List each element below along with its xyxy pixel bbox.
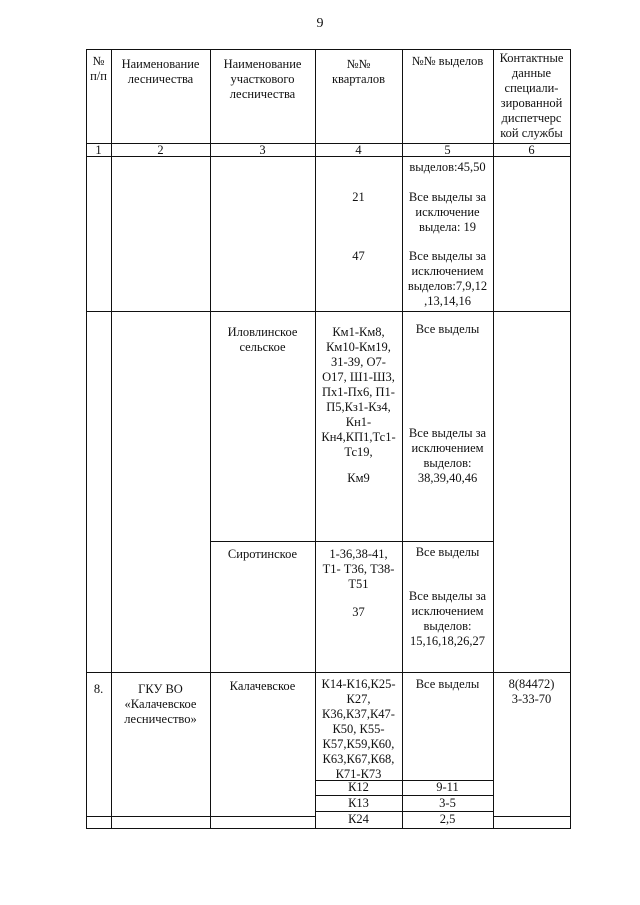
table-row-k12-sections: 9-11 [436,780,459,794]
ilovlinskoe-quarters: Км1-Км8, Км10-Км19, З1-З9, О7- О17, Ш1-Ш3, Пх1-Пх6, П1- П5,Кз1-Кз4, Кн1- Кн4,КП1,Тс1- Тс19, [321,325,396,459]
quarter-21: 21 [352,190,365,204]
ilovlinskoe-sections: Все выделы [415,322,480,336]
sections-quarter-21: Все выделы за исключение выдела: 19 [408,190,487,234]
header-sections: №№ выделов [411,54,484,68]
ilovlinskoe-quarter-km9: Км9 [347,471,370,485]
district-kalachevskoe: Калачевское [229,679,296,693]
continued-sections: выделов:45,50 [409,160,486,174]
column-number-5: 5 [444,143,451,157]
header-quarters: №№ кварталов [331,57,386,86]
row-8-number: 8. [93,682,104,696]
district-sirotinskoe: Сиротинское [227,547,298,561]
sirotinskoe-37-sections: Все выделы за исключением выделов: 15,16,18,26,27 [408,589,487,648]
district-ilovlinskoe: Иловлинское сельское [227,325,298,354]
column-number-6: 6 [528,143,535,157]
table-row-k12-quarter: К12 [348,780,369,794]
kalachevskoe-sections: Все выделы [415,677,480,691]
table-row-k13-sections: 3-5 [439,796,456,810]
sirotinskoe-sections: Все выделы [415,545,480,559]
header-forestry: Наименование лесничества [121,57,200,86]
column-number-4: 4 [355,143,362,157]
header-number: № п/п [90,54,107,83]
kalachevskoe-quarters: К14-К16,К25- К27, К36,К37,К47- К50, К55- К57,К59,К60, К63,К67,К68, К71-К73 [321,677,396,781]
sirotinskoe-quarters: 1-36,38-41, Т1- Т36, Т38- Т51 [322,547,395,591]
ilovlinskoe-km9-sections: Все выделы за исключением выделов: 38,39,40,46 [408,426,487,485]
column-number-3: 3 [259,143,266,157]
column-number-2: 2 [157,143,164,157]
row-8-forestry: ГКУ ВО «Калачевское лесничество» [124,682,197,726]
column-number-1: 1 [95,143,102,157]
table-row-k13-quarter: К13 [348,796,369,810]
table-row-k24-sections: 2,5 [439,812,456,826]
sirotinskoe-quarter-37: 37 [352,605,365,619]
header-district-forestry: Наименование участкового лесничества [223,57,302,101]
kalachevskoe-contacts: 8(84472) 3-33-70 [508,677,555,706]
sections-quarter-47: Все выделы за исключением выделов:7,9,12 ,13,14,16 [407,249,488,308]
page-number: 9 [316,16,324,31]
table-row-k24-quarter: К24 [348,812,369,826]
quarter-47: 47 [352,249,365,263]
header-contacts: Контактные данные специали- зированной диспетчерс кой службы [499,51,564,140]
